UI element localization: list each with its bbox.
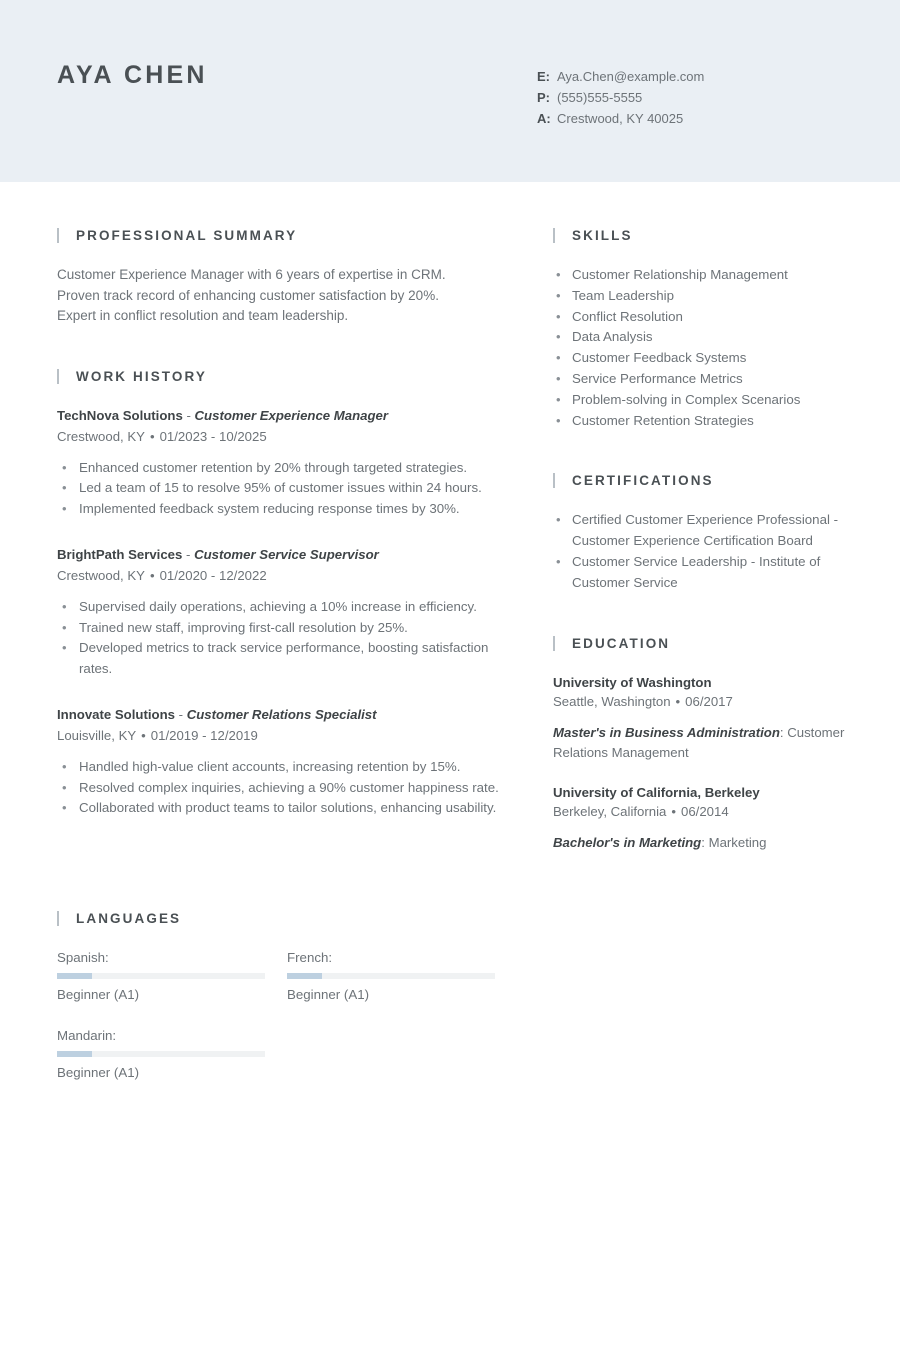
- bullet-dot-icon: •: [141, 728, 146, 743]
- contact-row-email: [537, 66, 704, 87]
- language-level: Beginner (A1): [57, 986, 140, 1002]
- job-bullet: • Implemented feedback system reducing response times by 30%.: [57, 499, 517, 520]
- list-item: • Data Analysis: [553, 327, 862, 348]
- work-history-entry: [57, 406, 517, 520]
- job-bullet: • Developed metrics to track service performance, boosting satisfaction rates.: [57, 638, 517, 679]
- language-proficiency-fill: [287, 973, 322, 979]
- language-name: Spanish:: [57, 949, 109, 965]
- job-role: Customer Experience Manager: [194, 407, 389, 423]
- language-proficiency-bar: [57, 973, 265, 979]
- contact-row-address: [537, 108, 704, 129]
- language-item: [287, 948, 517, 1004]
- job-bullet: • Supervised daily operations, achieving a 10% increase in efficiency.: [57, 597, 517, 618]
- job-bullet: • Trained new staff, improving first-call resolution by 25%.: [57, 618, 517, 639]
- spacer: [57, 327, 517, 369]
- education-location: Seattle, Washington: [553, 693, 671, 709]
- education-degree: [553, 723, 862, 763]
- summary-line: Proven track record of enhancing customer satisfaction by 20%.: [57, 287, 439, 303]
- list-item: • Conflict Resolution: [553, 307, 862, 328]
- job-dates: 01/2023 - 10/2025: [159, 428, 267, 444]
- section-header-summary: [57, 228, 517, 243]
- job-location: Louisville, KY: [57, 728, 137, 743]
- education-degree-name: Bachelor's in Marketing: [553, 834, 702, 850]
- section-header-languages: [57, 911, 843, 926]
- section-title-education: EDUCATION: [572, 635, 671, 651]
- language-name: Mandarin:: [57, 1027, 117, 1043]
- job-title-line: [57, 406, 517, 425]
- education-school: University of Washington: [553, 674, 712, 690]
- job-company: Innovate Solutions: [57, 707, 175, 722]
- list-item: • Customer Service Leadership - Institute of Customer Service: [553, 552, 862, 594]
- job-company: TechNova Solutions: [57, 407, 183, 423]
- education-degree-name: Master's in Business Administration: [553, 724, 780, 740]
- language-proficiency-fill: [57, 973, 92, 979]
- bullet-dot-icon: •: [149, 568, 155, 583]
- job-title-line: [57, 545, 517, 564]
- language-name: French:: [287, 949, 333, 965]
- languages-grid: [57, 948, 517, 1104]
- education-degree-detail: : Marketing: [701, 834, 767, 850]
- section-header-education: [553, 636, 862, 651]
- certifications-list: [553, 510, 862, 593]
- languages-section: [0, 911, 900, 1104]
- section-title-summary: PROFESSIONAL SUMMARY: [76, 228, 298, 243]
- job-meta: [57, 726, 517, 745]
- education-location: Berkeley, California: [553, 803, 667, 819]
- job-bullet: • Handled high-value client accounts, increasing retention by 15%.: [57, 757, 517, 778]
- job-bullet: • Led a team of 15 to resolve 95% of customer issues within 24 hours.: [57, 478, 517, 499]
- section-title-work-history: WORK HISTORY: [76, 368, 207, 384]
- education-degree-detail: : Customer Relations Management: [553, 724, 845, 760]
- spacer: [553, 431, 862, 473]
- job-role: Customer Relations Specialist: [186, 707, 377, 722]
- section-title-certifications: CERTIFICATIONS: [572, 473, 714, 489]
- contact-info: [537, 62, 704, 129]
- work-history-entry: [57, 705, 517, 819]
- job-location: Crestwood, KY: [57, 428, 145, 444]
- accent-bar-icon: [553, 473, 555, 488]
- address-value: Crestwood, KY 40025: [557, 111, 684, 126]
- section-header-work-history: [57, 369, 517, 384]
- page-title: AYA CHEN: [57, 61, 208, 89]
- language-proficiency-bar: [57, 1051, 265, 1057]
- email-label: E:: [537, 69, 550, 84]
- accent-bar-icon: [553, 636, 555, 651]
- education-entry: [553, 673, 862, 763]
- education-date: 06/2017: [685, 693, 733, 709]
- language-proficiency-bar: [287, 973, 495, 979]
- job-bullets: [57, 757, 517, 819]
- address-label: A:: [537, 111, 551, 126]
- job-location: Crestwood, KY: [57, 568, 145, 583]
- job-dates: 01/2019 - 12/2019: [150, 728, 258, 743]
- job-bullet: • Enhanced customer retention by 20% through targeted strategies.: [57, 458, 517, 479]
- list-item: • Customer Feedback Systems: [553, 348, 862, 369]
- email-value: Aya.Chen@example.com: [557, 69, 705, 84]
- job-role: Customer Service Supervisor: [194, 547, 379, 562]
- section-title-skills: SKILLS: [572, 228, 633, 243]
- job-bullet: • Collaborated with product teams to tailor solutions, enhancing usability.: [57, 798, 517, 819]
- list-item: • Problem-solving in Complex Scenarios: [553, 390, 862, 411]
- list-item: • Service Performance Metrics: [553, 369, 862, 390]
- list-item: • Certified Customer Experience Professional - Customer Experience Certification Board: [553, 510, 862, 552]
- accent-bar-icon: [57, 369, 59, 384]
- summary-line: Customer Experience Manager with 6 years of expertise in CRM.: [57, 267, 446, 282]
- spacer: [553, 594, 862, 636]
- right-column: [517, 182, 862, 853]
- accent-bar-icon: [553, 228, 555, 243]
- language-item: [57, 1026, 287, 1082]
- resume-header: [0, 0, 900, 182]
- job-title-line: [57, 705, 517, 724]
- left-column: [57, 182, 517, 853]
- phone-value: (555)555-5555: [557, 90, 643, 105]
- education-school: University of California, Berkeley: [553, 784, 760, 800]
- section-header-certifications: [553, 473, 862, 488]
- list-item: • Team Leadership: [553, 286, 862, 307]
- contact-row-phone: [537, 87, 704, 108]
- job-separator: -: [182, 547, 195, 562]
- job-company: BrightPath Services: [57, 547, 183, 562]
- job-bullets: [57, 597, 517, 679]
- section-title-languages: LANGUAGES: [76, 910, 182, 926]
- job-meta: [57, 566, 517, 585]
- phone-label: P:: [537, 90, 550, 105]
- job-bullets: [57, 458, 517, 520]
- job-separator: -: [174, 707, 187, 722]
- resume-body: [0, 182, 900, 853]
- skills-list: [553, 265, 862, 431]
- summary-line: Expert in conflict resolution and team leadership.: [57, 308, 349, 323]
- bullet-dot-icon: •: [675, 693, 681, 709]
- summary-text: [57, 265, 517, 327]
- section-header-skills: [553, 228, 862, 243]
- language-item: [57, 948, 287, 1004]
- education-entry: [553, 783, 862, 853]
- education-date: 06/2014: [681, 803, 729, 819]
- bullet-dot-icon: •: [671, 803, 676, 819]
- accent-bar-icon: [57, 911, 59, 926]
- bullet-dot-icon: •: [149, 428, 155, 444]
- language-proficiency-fill: [57, 1051, 92, 1057]
- job-separator: -: [182, 407, 195, 423]
- education-meta: [553, 692, 862, 711]
- list-item: • Customer Relationship Management: [553, 265, 862, 286]
- job-bullet: • Resolved complex inquiries, achieving a 90% customer happiness rate.: [57, 778, 517, 799]
- work-history-entry: [57, 545, 517, 679]
- education-degree: [553, 833, 862, 853]
- job-meta: [57, 427, 517, 446]
- language-level: Beginner (A1): [287, 986, 370, 1002]
- job-dates: 01/2020 - 12/2022: [159, 568, 267, 583]
- education-meta: [553, 802, 862, 821]
- accent-bar-icon: [57, 228, 59, 243]
- list-item: • Customer Retention Strategies: [553, 411, 862, 432]
- language-level: Beginner (A1): [57, 1064, 140, 1080]
